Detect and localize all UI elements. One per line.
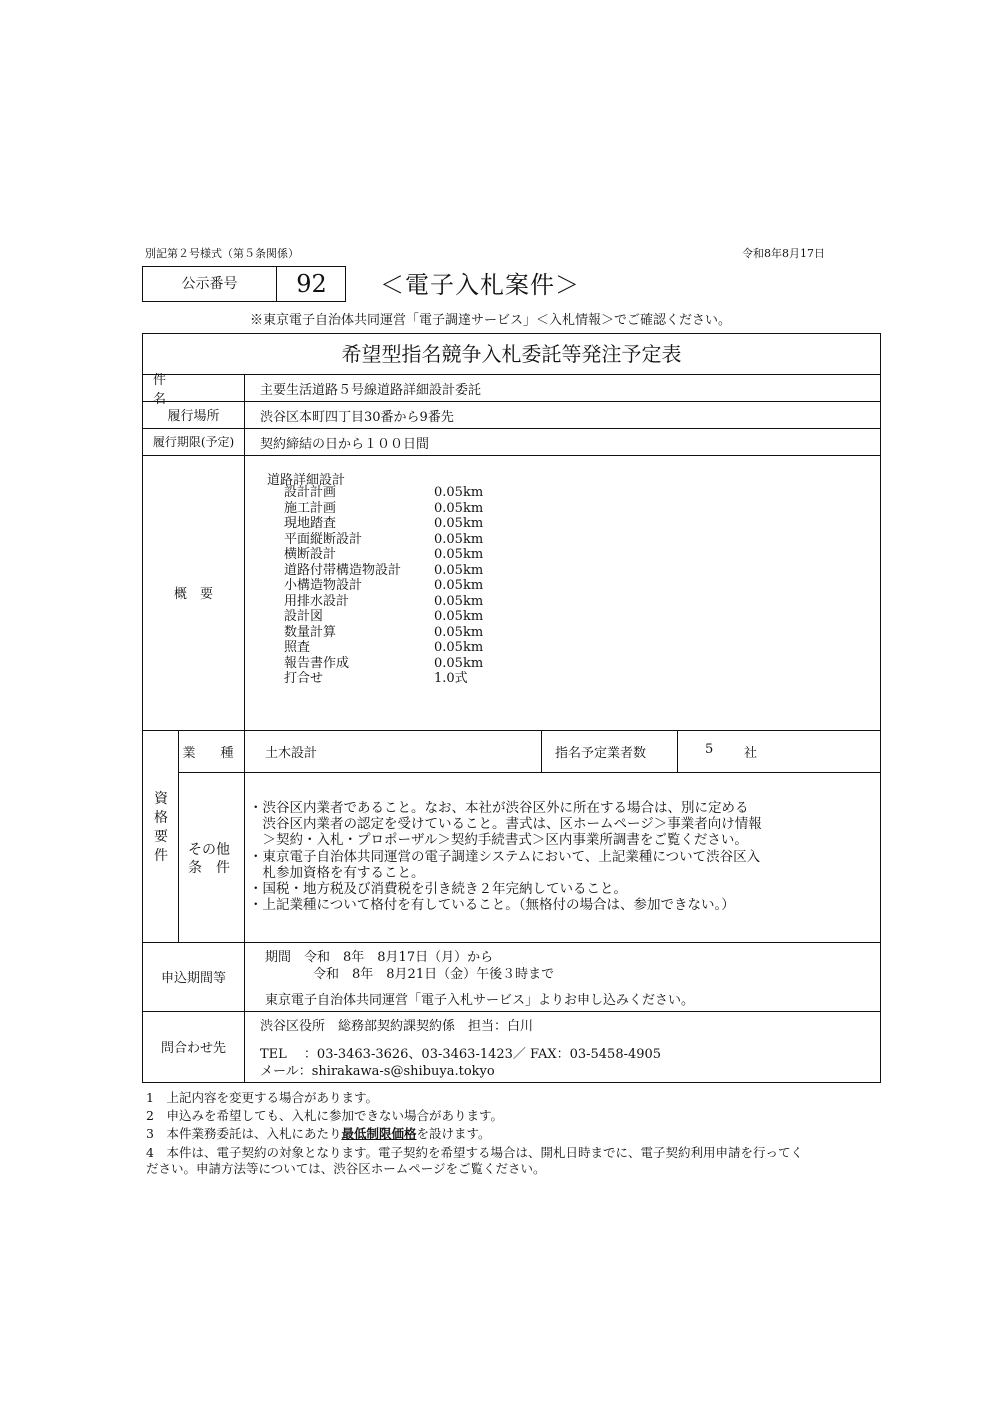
footnote-3-text: 3 本件業務委託は、入札にあたり (146, 1126, 342, 1141)
overview-item-quantity: 0.05km (434, 655, 484, 671)
other-conditions-label-2: 条 件 (188, 860, 230, 876)
footnote-3-tail: を設けます。 (416, 1126, 491, 1141)
application-line-2: 令和 8年 8月21日（金）午後３時まで (313, 967, 555, 982)
footnote-2: 2 申込みを希望しても、入札に参加できない場合があります。 (146, 1108, 503, 1123)
overview-item-name: 横断設計 (284, 547, 337, 562)
designated-count-label: 指名予定業者数 (555, 746, 647, 761)
footnote-4-line-1: 4 本件は、電子契約の対象となります。電子契約を希望する場合は、開札日時までに、電子契約利用申請を行ってく (146, 1145, 803, 1160)
application-line-3: 東京電子自治体共同運営「電子入札サービス」よりお申し込みください。 (265, 993, 695, 1008)
notice-text: ※東京電子自治体共同運営「電子調達サービス」＜入札情報＞でご確認ください。 (250, 313, 732, 328)
overview-item-quantity: 0.05km (434, 640, 484, 655)
overview-item-quantity: 0.05km (434, 609, 484, 624)
other-condition-line: 渋谷区内業者の認定を受けていること。書式は、区ホームページ＞事業者向け情報 (249, 816, 762, 833)
designated-count-unit: 社 (744, 746, 758, 761)
koji-number-box (142, 266, 346, 302)
other-conditions-label-1: その他 (188, 842, 230, 858)
overview-item-name: 用排水設計 (284, 593, 350, 609)
overview-item-name: 施工計画 (284, 500, 337, 516)
overview-heading: 道路詳細設計 (267, 473, 346, 488)
overview-item-name: 小構造物設計 (284, 578, 363, 593)
contact-line-3: メール：shirakawa-s@shibuya.tokyo (260, 1064, 495, 1079)
overview-item-quantity: 0.05km (434, 547, 484, 562)
overview-item-name: 照査 (284, 640, 311, 655)
industry-label: 業 種 (182, 745, 240, 761)
other-condition-line: ・渋谷区内業者であること。なお、本社が渋谷区外に所在する場合は、別に定める (249, 800, 749, 816)
other-condition-line: ・国税・地方税及び消費税を引き続き２年完納していること。 (249, 881, 627, 897)
overview-item-quantity: 1.0式 (434, 671, 468, 686)
overview-item-quantity: 0.05km (434, 624, 484, 640)
overview-item-name: 現地踏査 (284, 516, 337, 531)
overview-item-quantity: 0.05km (434, 562, 484, 578)
overview-item-name: 数量計算 (284, 624, 337, 640)
overview-item-name: 平面縦断設計 (284, 531, 363, 547)
overview-item-quantity: 0.05km (434, 578, 484, 593)
application-line-1: 期間 令和 8年 8月17日（月）から (265, 950, 494, 965)
koji-label: 公示番号 (181, 276, 238, 292)
form-label: 別記第２号様式（第５条関係） (145, 247, 299, 260)
footnote-4-line-2: ださい。申請方法等については、渋谷区ホームページをご覧ください。 (146, 1161, 546, 1176)
doc-title: ＜電子入札案件＞ (380, 271, 580, 299)
application-label: 申込期間等 (160, 971, 226, 986)
period-label: 履行期限(予定) (152, 435, 235, 449)
place-label: 履行場所 (167, 409, 220, 424)
qualification-char: 件 (154, 848, 168, 864)
other-condition-line: ・上記業種について格付を有していること。（無格付の場合は、参加できない。） (249, 897, 735, 914)
overview-item-quantity: 0.05km (434, 516, 484, 531)
name-label: 件 名 (153, 372, 216, 407)
overview-item-name: 設計図 (284, 609, 324, 624)
qualification-char: 格 (154, 810, 168, 826)
overview-item-quantity: 0.05km (434, 531, 484, 547)
place-value: 渋谷区本町四丁目30番から9番先 (260, 410, 454, 425)
qualification-char: 要 (154, 829, 168, 845)
overview-item-name: 道路付帯構造物設計 (284, 562, 402, 578)
other-condition-line: ・東京電子自治体共同運営の電子調達システムにおいて、上記業種について渋谷区入 (249, 848, 761, 865)
qualification-char: 資 (154, 791, 168, 807)
table-title: 希望型指名競争入札委託等発注予定表 (341, 342, 682, 366)
contact-label: 問合わせ先 (160, 1041, 226, 1056)
other-condition-line: ＞契約・入札・プロポーザル＞契約手続書式＞区内事業所調書をご覧ください。 (249, 832, 748, 849)
contact-line-1: 渋谷区役所 総務部契約課契約係 担当：白川 (260, 1019, 534, 1034)
order-schedule-table (142, 333, 881, 1083)
koji-number: 92 (276, 267, 346, 301)
issue-date: 令和8年8月17日 (742, 247, 825, 260)
minimum-price-emphasis: 最低制限価格 (341, 1126, 417, 1141)
overview-label: 概 要 (173, 587, 213, 602)
overview-item-quantity: 0.05km (434, 593, 484, 609)
other-condition-line: 札参加資格を有すること。 (249, 864, 425, 881)
designated-count-value: 5 (705, 742, 714, 757)
overview-item-quantity: 0.05km (434, 500, 484, 516)
overview-item-name: 打合せ (284, 671, 324, 686)
footnote-1: 1 上記内容を変更する場合があります。 (146, 1090, 378, 1105)
overview-item-quantity: 0.05km (434, 485, 484, 500)
overview-item-name: 設計計画 (284, 485, 337, 500)
contact-line-2: TEL ：03-3463-3626、03-3463-1423／ FAX：03-5458-4905 (260, 1047, 662, 1062)
industry-value: 土木設計 (265, 746, 318, 761)
name-value: 主要生活道路５号線道路詳細設計委託 (260, 383, 482, 398)
overview-item-name: 報告書作成 (284, 655, 350, 671)
footnote-3 (146, 1124, 491, 1142)
period-value: 契約締結の日から１００日間 (260, 437, 430, 452)
